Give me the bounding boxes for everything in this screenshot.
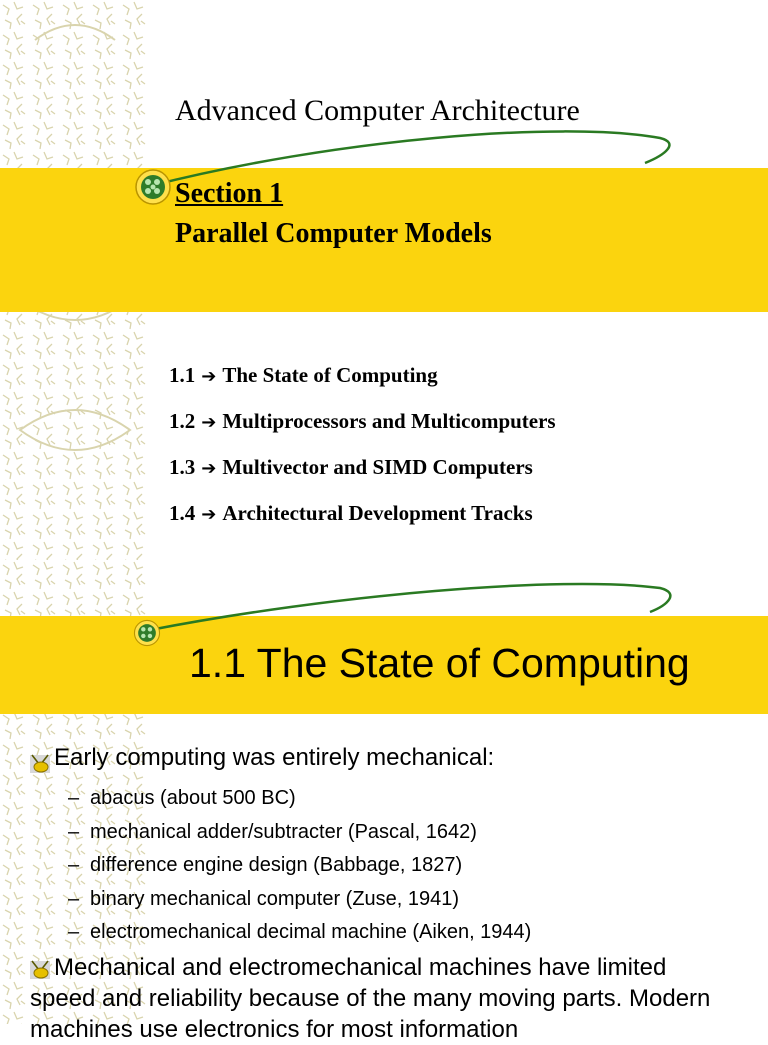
sub-list: [68, 782, 531, 950]
arrow-right-icon: ➔: [201, 366, 217, 387]
list-item: – abacus (about 500 BC): [68, 787, 296, 809]
section-title: Parallel Computer Models: [175, 218, 492, 249]
bullet-mechanical-machines: Mechanical and electromechanical machines have limited speed and reliability because of the many moving parts. Modern machines use electronics for most information: [30, 954, 711, 1043]
list-item: – electromechanical decimal machine (Aiken, 1944): [68, 921, 532, 943]
toc-item: 1.3 ➔ Multivector and SIMD Computers: [169, 455, 533, 479]
course-title: Advanced Computer Architecture: [175, 94, 580, 127]
toc-item: 1.1 ➔ The State of Computing: [169, 363, 438, 387]
green-dot-icon: [134, 168, 172, 206]
arrow-right-icon: ➔: [201, 504, 217, 525]
list-item: – binary mechanical computer (Zuse, 1941): [68, 887, 460, 910]
green-dot-icon: [133, 619, 161, 647]
section-label: Section 1: [175, 178, 284, 209]
bullet-early-computing: Early computing was entirely mechanical:: [54, 744, 495, 771]
toc-item: 1.2 ➔ Multiprocessors and Multicomputers: [169, 409, 556, 433]
decorative-arc: [0, 560, 768, 640]
toc-item: 1.4 ➔ Architectural Development Tracks: [169, 501, 533, 525]
arrow-right-icon: ➔: [201, 412, 217, 433]
arrow-right-icon: ➔: [201, 458, 217, 479]
table-of-contents: [169, 360, 556, 544]
list-item: – difference engine design (Babbage, 1827): [68, 854, 463, 876]
list-item: – mechanical adder/subtracter (Pascal, 1642): [68, 820, 477, 843]
slide-title: 1.1 The State of Computing: [189, 640, 690, 686]
